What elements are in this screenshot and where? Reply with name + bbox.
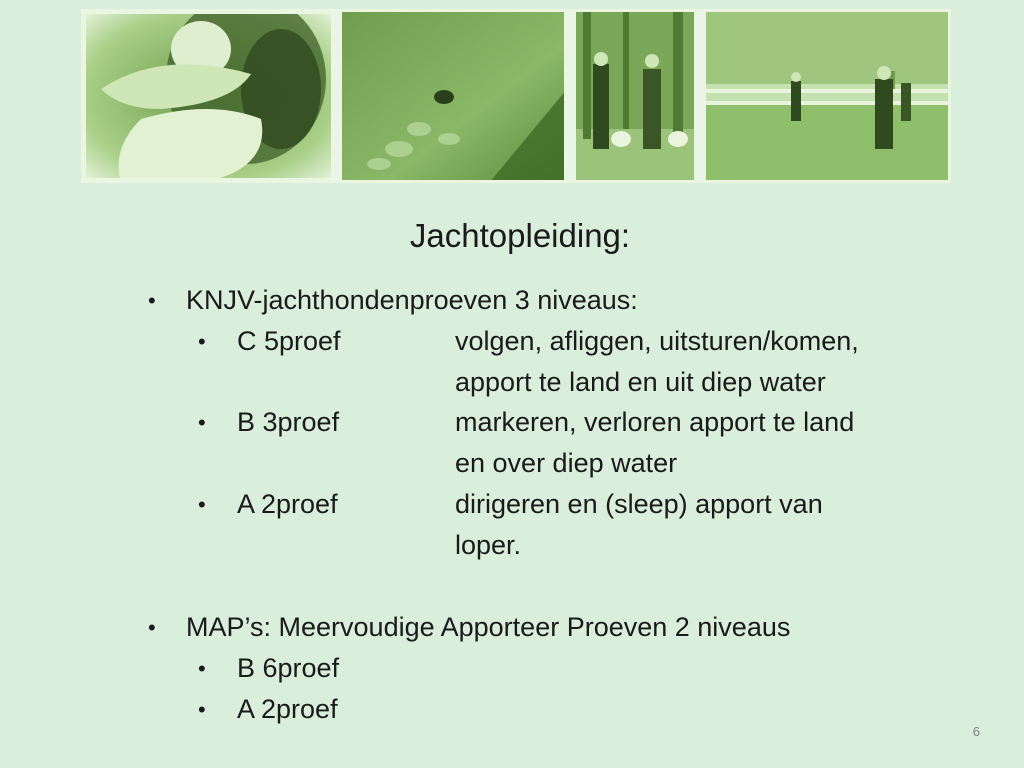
item-label-b-6proef: B 6proef [237, 653, 340, 683]
slide-number: 6 [972, 724, 980, 739]
item-label-a-2proef: A 2proef [237, 489, 338, 519]
item-description-line: en over diep water [455, 448, 678, 478]
bullet: • [198, 656, 206, 681]
item-description-line: loper. [455, 530, 522, 560]
bullet: • [198, 697, 206, 722]
bullet: • [198, 492, 206, 517]
item-description-line: volgen, afliggen, uitsturen/komen, [455, 326, 859, 356]
section-heading-knjv: KNJV-jachthondenproeven 3 niveaus: [186, 285, 638, 315]
section-heading-maps: MAP’s: Meervoudige Apporteer Proeven 2 niveaus [186, 612, 791, 642]
bullet: • [198, 329, 206, 354]
item-label-a-2proef: A 2proef [237, 694, 338, 724]
bullet: • [198, 410, 206, 435]
slide-title: Jachtopleiding: [409, 217, 631, 254]
item-description-line: markeren, verloren apport te land [455, 407, 855, 437]
item-description-line: apport te land en uit diep water [455, 367, 826, 397]
item-label-b-3proef: B 3proef [237, 407, 340, 437]
item-label-c-5proef: C 5proef [237, 326, 341, 356]
item-description-line: dirigeren en (sleep) apport van [455, 489, 823, 519]
bullet: • [148, 615, 156, 640]
bullet: • [148, 288, 156, 313]
